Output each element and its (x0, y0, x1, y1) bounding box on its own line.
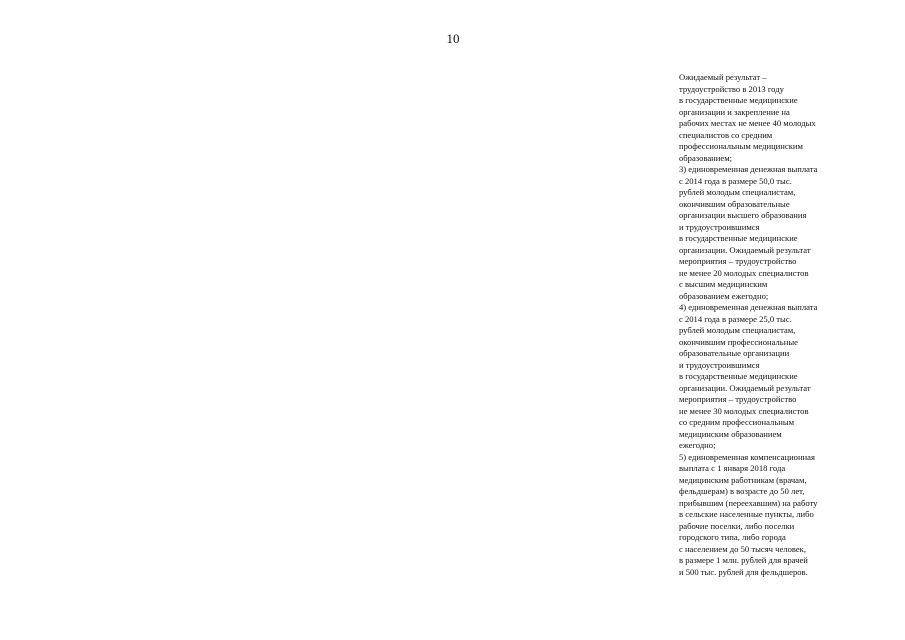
text-line: с 2014 года в размере 50,0 тыс. (679, 175, 792, 186)
text-line: 4) единовременная денежная выплата (679, 302, 818, 312)
page-number: 10 (446, 31, 460, 46)
text-line: с высшим медицинским (679, 279, 768, 289)
text-line: рублей молодым специалистам, (679, 187, 796, 197)
text-line: рабочих местах не менее 40 молодых (679, 118, 816, 128)
text-line: не менее 30 молодых специалистов (679, 405, 809, 416)
text-line: мероприятия – трудоустройство (679, 394, 797, 404)
text-line: с 2014 года в размере 25,0 тыс. (679, 313, 792, 324)
text-line: образовательные организации (679, 348, 790, 358)
text-line: фельдшерам) в возрасте до 50 лет, (679, 486, 805, 496)
text-line: и 500 тыс. рублей для фельдшеров. (679, 566, 808, 577)
text-line: медицинским образованием (679, 428, 782, 439)
text-line: рабочие поселки, либо поселки (679, 520, 795, 531)
text-line: организации. Ожидаемый результат (679, 244, 811, 255)
text-line: выплата с 1 января 2018 года (679, 463, 786, 473)
text-line: 3) единовременная денежная выплата (679, 164, 818, 174)
text-line: и трудоустроившимся (679, 221, 760, 232)
text-line: окончившим образовательные (679, 198, 790, 209)
text-line: медицинским работникам (врачам, (679, 474, 807, 485)
text-line: в государственные медицинские (679, 95, 798, 105)
text-line: в размере 1 млн. рублей для врачей (679, 555, 808, 565)
text-line: с населением до 50 тысяч человек, (679, 543, 807, 554)
text-line: рублей молодым специалистам, (679, 325, 796, 335)
text-line: 5) единовременная компенсационная (679, 451, 815, 462)
text-line: образованием ежегодно; (679, 290, 769, 301)
text-line: трудоустройство в 2013 году (679, 83, 784, 94)
text-line: образованием; (679, 152, 733, 163)
text-line: в государственные медицинские (679, 371, 798, 381)
text-line: в государственные медицинские (679, 233, 798, 243)
text-line: Ожидаемый результат – (679, 72, 767, 82)
text-line: мероприятия – трудоустройство (679, 256, 797, 266)
text-line: специалистов со средним (679, 129, 773, 140)
text-line: организации. Ожидаемый результат (679, 382, 811, 393)
text-line: организации и закрепление на (679, 106, 790, 117)
text-line: окончившим профессиональные (679, 336, 798, 347)
text-line: городского типа, либо города (679, 532, 786, 542)
text-line: профессиональным медицинским (679, 141, 803, 151)
text-line: со средним профессиональным (679, 417, 795, 427)
text-line: ежегодно; (679, 440, 716, 450)
text-line: в сельские населенные пункты, либо (679, 509, 814, 519)
document-text-column (679, 72, 894, 578)
text-line: и трудоустроившимся (679, 359, 760, 370)
text-line: организации высшего образования (679, 210, 807, 220)
text-line: прибывшим (переехавшим) на работу (679, 497, 818, 508)
text-line: не менее 20 молодых специалистов (679, 267, 809, 278)
